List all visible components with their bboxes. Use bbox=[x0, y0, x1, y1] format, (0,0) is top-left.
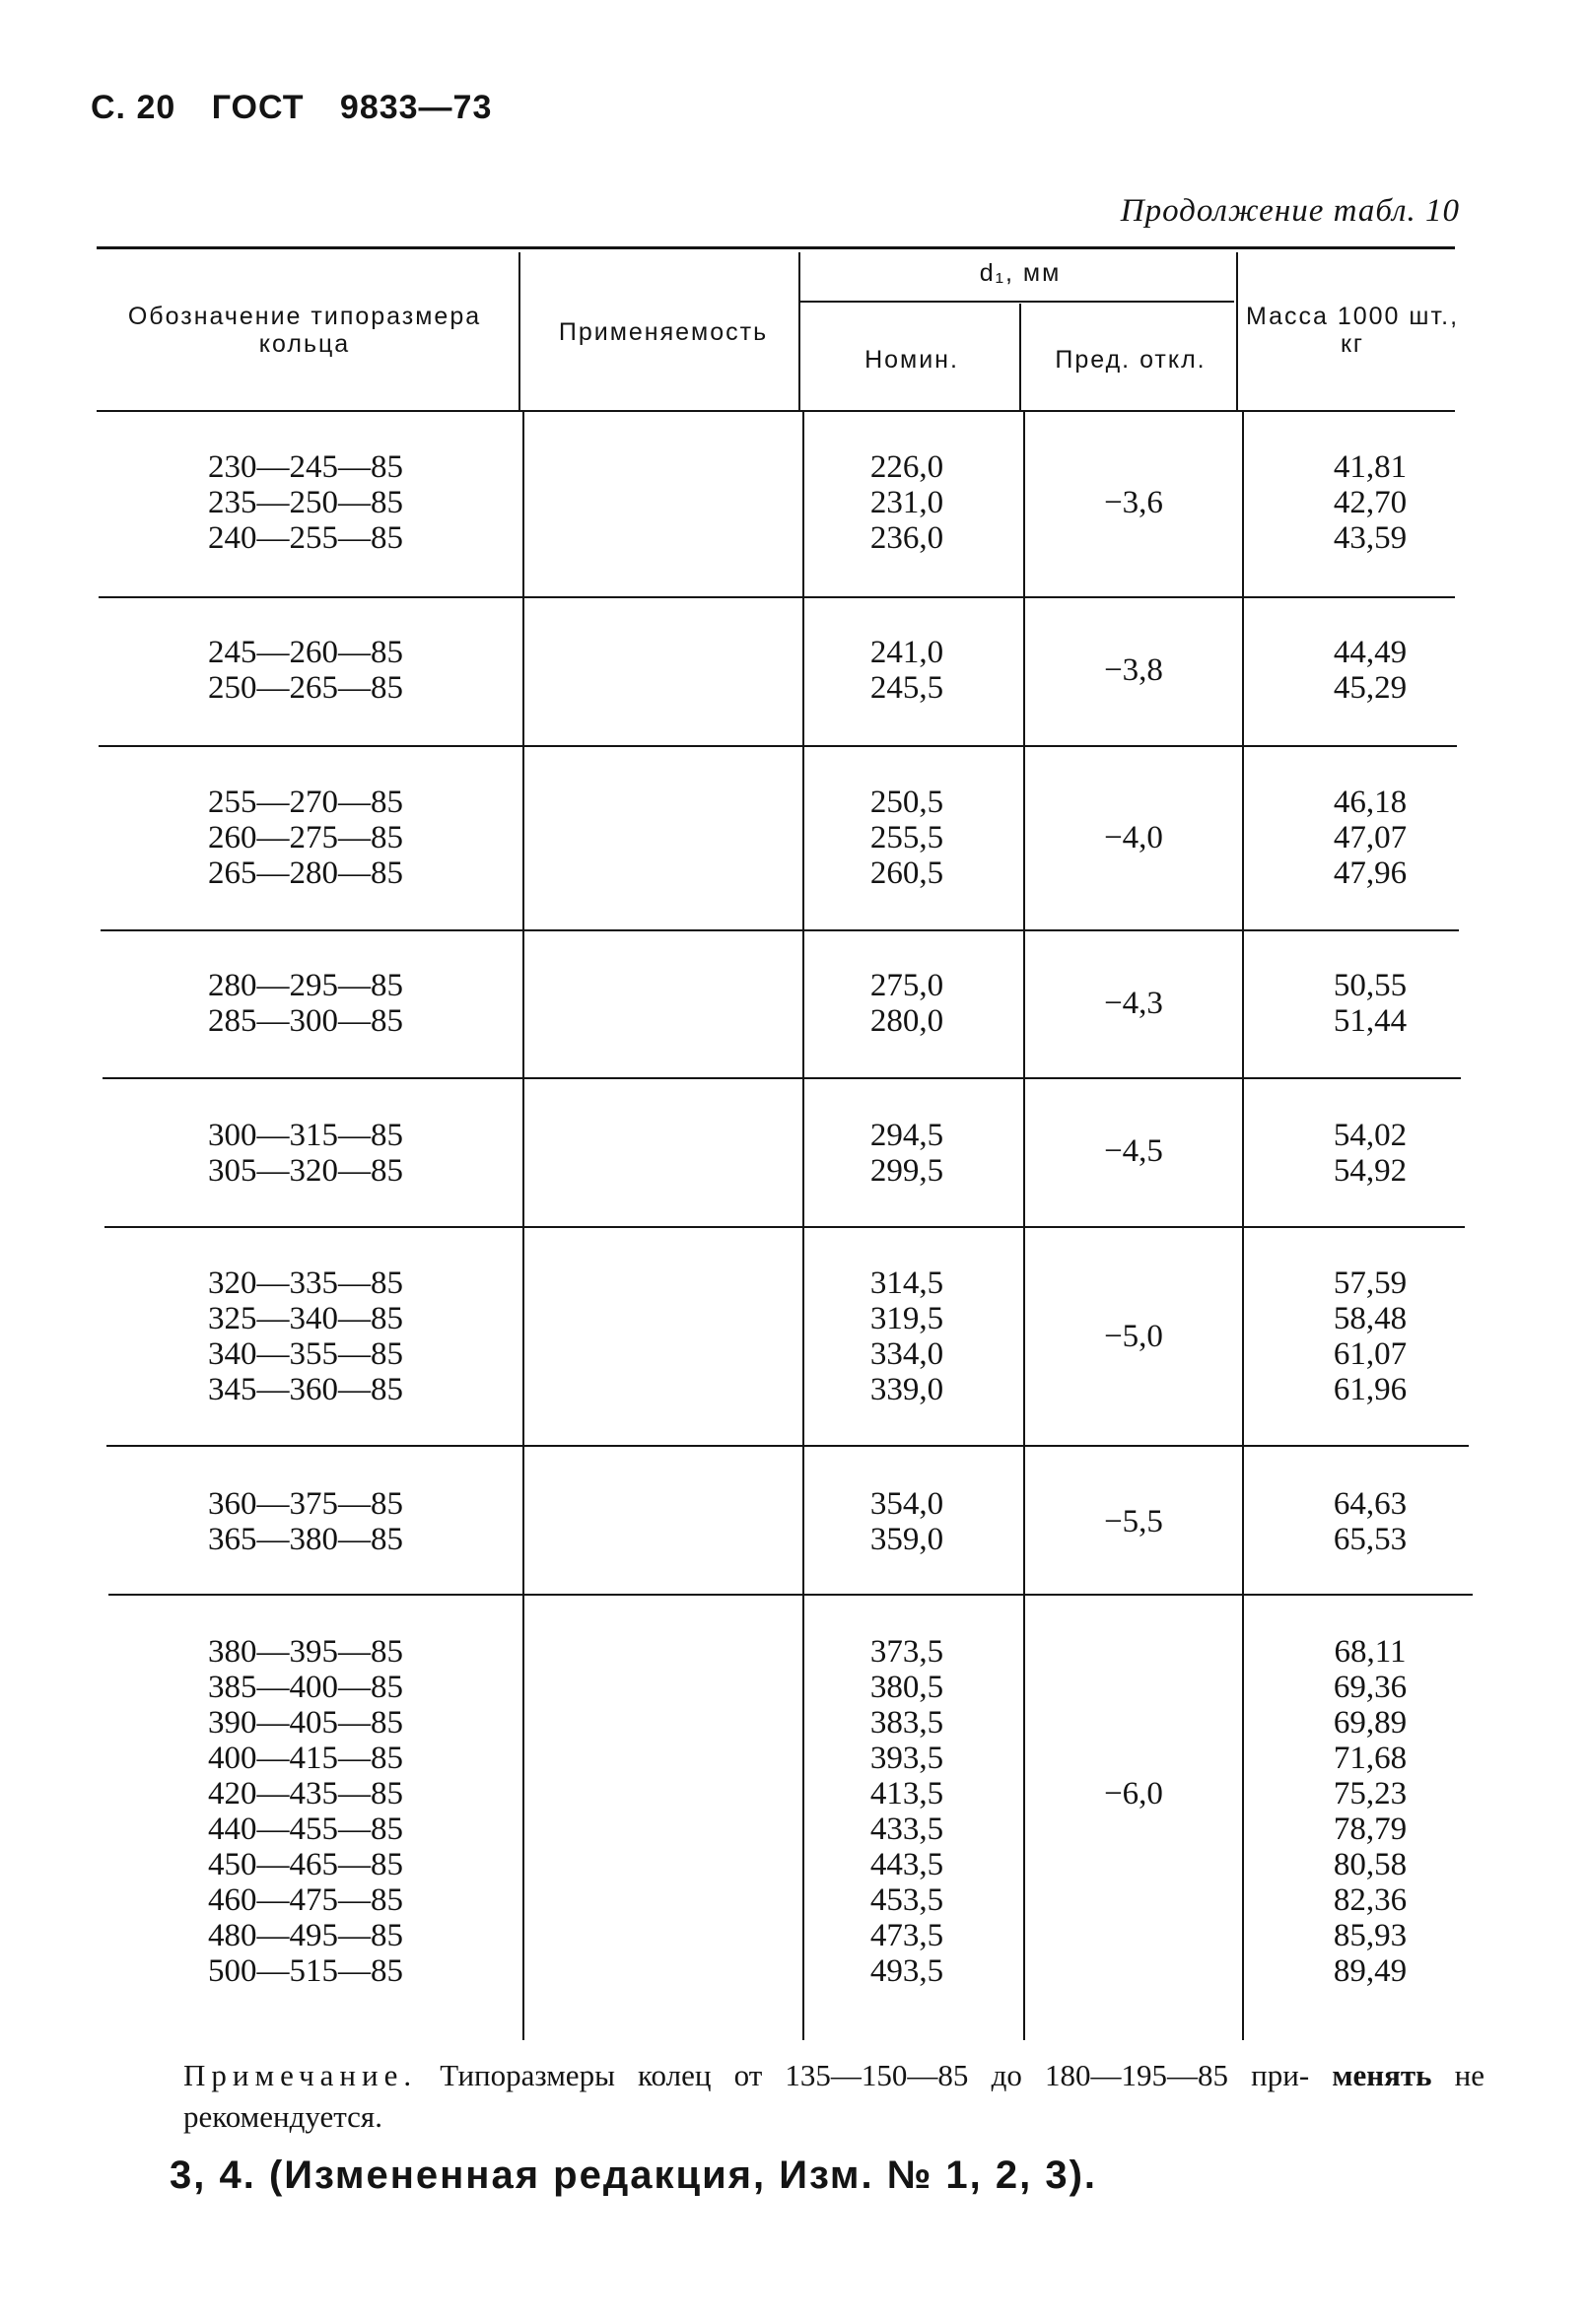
group-7-designations bbox=[108, 1486, 503, 1557]
note-text-2: не рекомендуется. bbox=[183, 2058, 1484, 2134]
group-6-deviation bbox=[1025, 1319, 1242, 1354]
mass-value: 64,63 bbox=[1333, 1486, 1408, 1522]
group-3-mass bbox=[1252, 785, 1488, 891]
standard-label: ГОСТ bbox=[211, 89, 305, 126]
group-4-designations bbox=[108, 968, 503, 1039]
group-1-designations bbox=[108, 449, 503, 556]
note-bold-word: менять bbox=[1332, 2058, 1432, 2092]
mass-value: 75,23 bbox=[1333, 1776, 1408, 1811]
designation: 345—360—85 bbox=[208, 1372, 403, 1407]
designation: 460—475—85 bbox=[208, 1882, 403, 1918]
designation: 385—400—85 bbox=[208, 1670, 403, 1705]
table-divider-3 bbox=[1019, 304, 1021, 410]
mass-value: 69,36 bbox=[1333, 1670, 1408, 1705]
mass-value: 54,02 bbox=[1333, 1118, 1408, 1153]
note-label: Примечание. bbox=[183, 2058, 418, 2092]
nominal-value: 339,0 bbox=[869, 1372, 944, 1407]
header-mass: Масса 1000 шт., кг bbox=[1245, 303, 1460, 358]
designation: 245—260—85 bbox=[208, 635, 403, 670]
nominal-value: 226,0 bbox=[869, 449, 944, 485]
nominal-value: 314,5 bbox=[869, 1265, 944, 1301]
group-8-deviation bbox=[1025, 1776, 1242, 1811]
group-1-nominal bbox=[808, 449, 1005, 556]
designation: 325—340—85 bbox=[208, 1301, 403, 1336]
group-7-mass bbox=[1252, 1486, 1488, 1557]
nominal-value: 294,5 bbox=[869, 1118, 944, 1153]
designation: 230—245—85 bbox=[208, 449, 403, 485]
nominal-value: 493,5 bbox=[869, 1953, 944, 1989]
designation: 365—380—85 bbox=[208, 1522, 403, 1557]
mass-value: 69,89 bbox=[1333, 1705, 1408, 1741]
nominal-value: 255,5 bbox=[869, 820, 944, 855]
header-applicability: Применяемость bbox=[558, 318, 769, 346]
designation: 450—465—85 bbox=[208, 1847, 403, 1882]
designation: 360—375—85 bbox=[208, 1486, 403, 1522]
nominal-value: 241,0 bbox=[869, 635, 944, 670]
deviation-value: −4,0 bbox=[1104, 820, 1163, 855]
mass-value: 89,49 bbox=[1333, 1953, 1408, 1989]
nominal-value: 245,5 bbox=[869, 670, 944, 706]
group-separator bbox=[101, 929, 1459, 931]
mass-value: 45,29 bbox=[1333, 670, 1408, 706]
group-4-nominal bbox=[808, 968, 1005, 1039]
table-divider-1 bbox=[518, 252, 520, 410]
nominal-value: 250,5 bbox=[869, 785, 944, 820]
nominal-value: 433,5 bbox=[869, 1811, 944, 1847]
header-nominal: Номин. bbox=[864, 346, 959, 374]
header-designation: Обозначение типоразмера кольца bbox=[127, 303, 482, 358]
table-top-rule bbox=[97, 246, 1455, 249]
deviation-value: −6,0 bbox=[1104, 1776, 1163, 1811]
group-1-mass bbox=[1252, 449, 1488, 556]
nominal-value: 231,0 bbox=[869, 485, 944, 520]
mass-value: 42,70 bbox=[1333, 485, 1408, 520]
page-header bbox=[91, 89, 518, 127]
designation: 250—265—85 bbox=[208, 670, 403, 706]
deviation-value: −3,8 bbox=[1104, 652, 1163, 688]
mass-value: 46,18 bbox=[1333, 785, 1408, 820]
group-separator bbox=[108, 1594, 1473, 1596]
designation: 280—295—85 bbox=[208, 968, 403, 1003]
mass-value: 41,81 bbox=[1333, 449, 1408, 485]
mass-value: 57,59 bbox=[1333, 1265, 1408, 1301]
amendment-line: 3, 4. (Измененная редакция, Изм. № 1, 2, 3). bbox=[170, 2153, 1098, 2197]
nominal-value: 443,5 bbox=[869, 1847, 944, 1882]
mass-value: 65,53 bbox=[1333, 1522, 1408, 1557]
designation: 235—250—85 bbox=[208, 485, 403, 520]
group-separator bbox=[106, 1445, 1469, 1447]
page-number: С. 20 bbox=[91, 89, 176, 126]
mass-value: 44,49 bbox=[1333, 635, 1408, 670]
deviation-value: −4,3 bbox=[1104, 986, 1163, 1021]
designation: 305—320—85 bbox=[208, 1153, 403, 1189]
mass-value: 85,93 bbox=[1333, 1918, 1408, 1953]
nominal-value: 453,5 bbox=[869, 1882, 944, 1918]
nominal-value: 280,0 bbox=[869, 1003, 944, 1039]
designation: 300—315—85 bbox=[208, 1118, 403, 1153]
nominal-value: 413,5 bbox=[869, 1776, 944, 1811]
d1-sub-rule bbox=[800, 301, 1234, 303]
header-d1: d₁, мм bbox=[979, 259, 1062, 287]
group-2-nominal bbox=[808, 635, 1005, 706]
nominal-value: 236,0 bbox=[869, 520, 944, 556]
designation: 480—495—85 bbox=[208, 1918, 403, 1953]
group-2-designations bbox=[108, 635, 503, 706]
designation: 320—335—85 bbox=[208, 1265, 403, 1301]
group-3-designations bbox=[108, 785, 503, 891]
deviation-value: −4,5 bbox=[1104, 1133, 1163, 1169]
deviation-value: −5,0 bbox=[1104, 1319, 1163, 1354]
designation: 500—515—85 bbox=[208, 1953, 403, 1989]
table-divider-2 bbox=[798, 252, 800, 410]
group-1-deviation bbox=[1025, 485, 1242, 520]
nominal-value: 393,5 bbox=[869, 1741, 944, 1776]
group-2-mass bbox=[1252, 635, 1488, 706]
designation: 380—395—85 bbox=[208, 1634, 403, 1670]
mass-value: 47,07 bbox=[1333, 820, 1408, 855]
standard-number: 9833—73 bbox=[339, 89, 493, 126]
group-5-nominal bbox=[808, 1118, 1005, 1189]
designation: 340—355—85 bbox=[208, 1336, 403, 1372]
designation: 390—405—85 bbox=[208, 1705, 403, 1741]
mass-value: 71,68 bbox=[1333, 1741, 1408, 1776]
nominal-value: 275,0 bbox=[869, 968, 944, 1003]
mass-value: 61,96 bbox=[1333, 1372, 1408, 1407]
designation: 240—255—85 bbox=[208, 520, 403, 556]
header-deviation: Пред. откл. bbox=[1055, 346, 1207, 374]
group-7-nominal bbox=[808, 1486, 1005, 1557]
group-6-nominal bbox=[808, 1265, 1005, 1407]
table-note bbox=[183, 2055, 1484, 2138]
mass-value: 82,36 bbox=[1333, 1882, 1408, 1918]
group-8-designations bbox=[108, 1634, 503, 1989]
designation: 285—300—85 bbox=[208, 1003, 403, 1039]
group-3-nominal bbox=[808, 785, 1005, 891]
group-4-mass bbox=[1252, 968, 1488, 1039]
nominal-value: 380,5 bbox=[869, 1670, 944, 1705]
nominal-value: 319,5 bbox=[869, 1301, 944, 1336]
deviation-value: −5,5 bbox=[1104, 1504, 1163, 1539]
designation: 265—280—85 bbox=[208, 855, 403, 891]
group-6-designations bbox=[108, 1265, 503, 1407]
mass-value: 58,48 bbox=[1333, 1301, 1408, 1336]
nominal-value: 260,5 bbox=[869, 855, 944, 891]
group-7-deviation bbox=[1025, 1504, 1242, 1539]
table-continuation-caption: Продолжение табл. 10 bbox=[1120, 193, 1460, 229]
mass-value: 78,79 bbox=[1333, 1811, 1408, 1847]
nominal-value: 334,0 bbox=[869, 1336, 944, 1372]
nominal-value: 373,5 bbox=[869, 1634, 944, 1670]
mass-value: 51,44 bbox=[1333, 1003, 1408, 1039]
group-separator bbox=[104, 1226, 1465, 1228]
group-3-deviation bbox=[1025, 820, 1242, 855]
mass-value: 80,58 bbox=[1333, 1847, 1408, 1882]
designation: 400—415—85 bbox=[208, 1741, 403, 1776]
mass-value: 61,07 bbox=[1333, 1336, 1408, 1372]
designation: 440—455—85 bbox=[208, 1811, 403, 1847]
mass-value: 54,92 bbox=[1333, 1153, 1408, 1189]
group-4-deviation bbox=[1025, 986, 1242, 1021]
header-bottom-rule bbox=[97, 410, 1455, 412]
nominal-value: 383,5 bbox=[869, 1705, 944, 1741]
nominal-value: 473,5 bbox=[869, 1918, 944, 1953]
designation: 420—435—85 bbox=[208, 1776, 403, 1811]
mass-value: 47,96 bbox=[1333, 855, 1408, 891]
group-2-deviation bbox=[1025, 652, 1242, 688]
nominal-value: 299,5 bbox=[869, 1153, 944, 1189]
designation: 255—270—85 bbox=[208, 785, 403, 820]
deviation-value: −3,6 bbox=[1104, 485, 1163, 520]
mass-value: 68,11 bbox=[1334, 1634, 1407, 1670]
group-separator bbox=[99, 596, 1455, 598]
note-text-1: Типоразмеры колец от 135—150—85 до 180—195—85 при- bbox=[417, 2058, 1310, 2092]
nominal-value: 354,0 bbox=[869, 1486, 944, 1522]
mass-value: 50,55 bbox=[1333, 968, 1408, 1003]
group-separator bbox=[103, 1077, 1461, 1079]
group-5-designations bbox=[108, 1118, 503, 1189]
group-6-mass bbox=[1252, 1265, 1488, 1407]
table-divider-4 bbox=[1236, 252, 1238, 410]
group-separator bbox=[99, 745, 1457, 747]
mass-value: 43,59 bbox=[1333, 520, 1408, 556]
group-8-nominal bbox=[808, 1634, 1005, 1989]
nominal-value: 359,0 bbox=[869, 1522, 944, 1557]
group-5-deviation bbox=[1025, 1133, 1242, 1169]
designation: 260—275—85 bbox=[208, 820, 403, 855]
group-8-mass bbox=[1252, 1634, 1488, 1989]
group-5-mass bbox=[1252, 1118, 1488, 1189]
